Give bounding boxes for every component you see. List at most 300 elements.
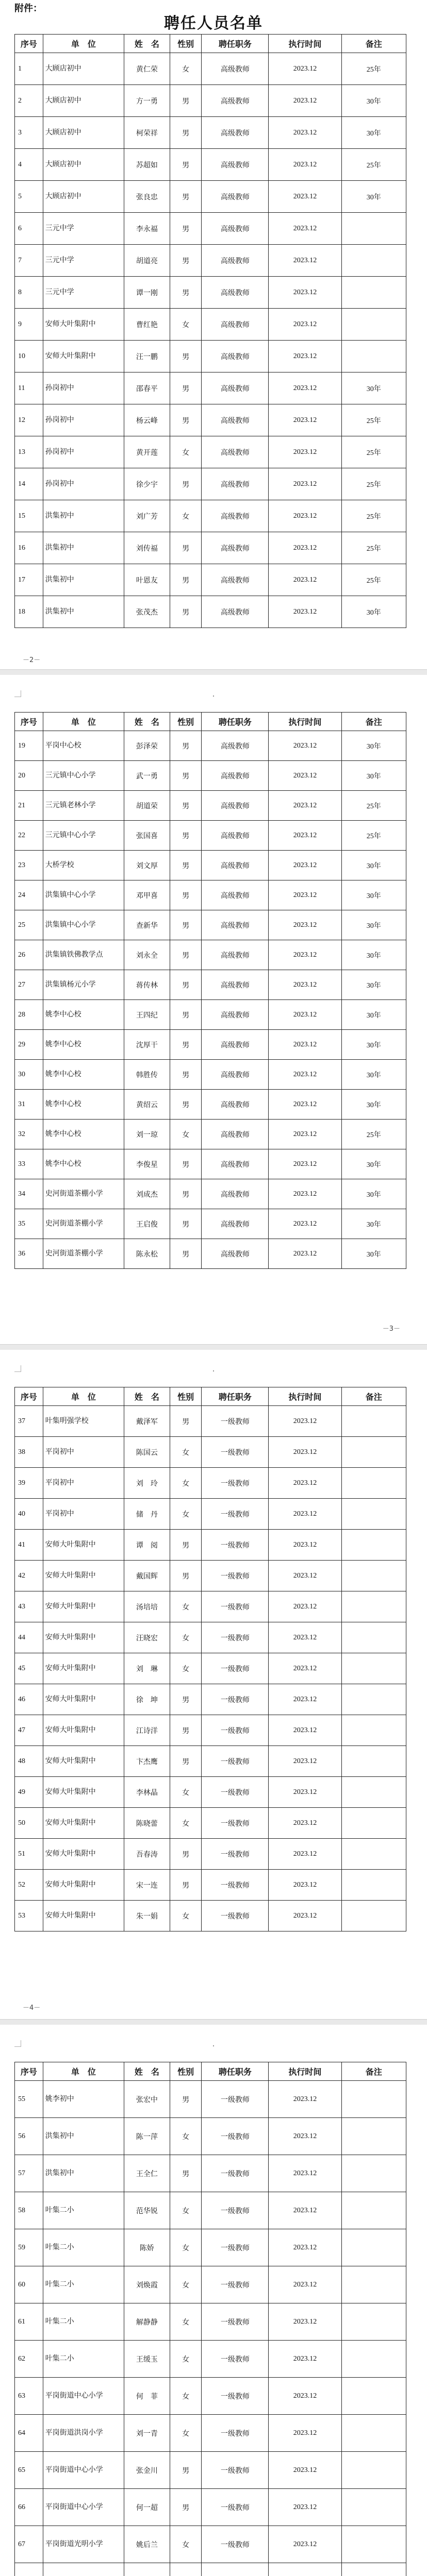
cell-name: 刘传福	[124, 532, 170, 564]
cell-sex: 男	[170, 404, 202, 436]
cell-note: 30年	[341, 85, 406, 117]
cell-name: 陈永松	[124, 1239, 170, 1269]
cell-date: 2023.12	[269, 2378, 341, 2415]
cell-sex: 男	[170, 910, 202, 940]
cell-name: 刘永全	[124, 940, 170, 970]
table-row	[15, 309, 406, 341]
table-row	[15, 149, 406, 181]
cell-sex: 女	[170, 2229, 202, 2266]
cell-note	[341, 1653, 406, 1684]
cell-no: 61	[15, 2303, 43, 2341]
cell-date: 2023.12	[269, 1839, 341, 1870]
cell-title: 高级教师	[202, 596, 269, 628]
cell-note	[341, 2526, 406, 2563]
cell-sex: 男	[170, 1149, 202, 1179]
cell-sex: 女	[170, 1591, 202, 1622]
header-note: 备注	[341, 35, 406, 53]
cell-title: 高级教师	[202, 85, 269, 117]
cell-unit: 安师大叶集附中	[43, 1684, 124, 1715]
cell-note: 25年	[341, 404, 406, 436]
cell-no: 32	[15, 1120, 43, 1149]
cell-unit: 大顾店初中	[43, 53, 124, 85]
cell-name: 戴泽军	[124, 1406, 170, 1437]
cell-name: 李永福	[124, 213, 170, 245]
cell-note: 25年	[341, 149, 406, 181]
cell-sex: 男	[170, 761, 202, 791]
cell-sex: 女	[170, 1468, 202, 1499]
cell-date: 2023.12	[269, 761, 341, 791]
cell-note: 30年	[341, 372, 406, 404]
cell-name: 陈晓蕾	[124, 1808, 170, 1839]
cell-unit: 叶集二小	[43, 2229, 124, 2266]
cell-unit: 平岗初中	[43, 1468, 124, 1499]
table-row	[15, 970, 406, 1000]
cell-note	[341, 2489, 406, 2526]
cell-unit: 叶集明强学校	[43, 1406, 124, 1437]
header-date: 执行时间	[269, 1387, 341, 1406]
cell-title: 高级教师	[202, 880, 269, 910]
cell-unit: 姚李初中	[43, 2081, 124, 2118]
table-row	[15, 564, 406, 596]
cell-unit: 平岗初中	[43, 1437, 124, 1468]
cell-name: 王缓玉	[124, 2341, 170, 2378]
cell-no: 26	[15, 940, 43, 970]
roster-table	[14, 2062, 406, 2576]
cell-note: 25年	[341, 1120, 406, 1149]
cell-title: 一级教师	[202, 1530, 269, 1561]
cell-name: 刘一琼	[124, 1120, 170, 1149]
cell-no: 64	[15, 2415, 43, 2452]
cell-date: 2023.12	[269, 2341, 341, 2378]
cell-name: 陈一萍	[124, 2118, 170, 2155]
cell-title: 高级教师	[202, 564, 269, 596]
cell-name: 胡道荣	[124, 791, 170, 821]
cell-date: 2023.12	[269, 213, 341, 245]
cell-sex: 男	[170, 940, 202, 970]
cell-sex: 男	[170, 1090, 202, 1120]
cell-no: 38	[15, 1437, 43, 1468]
table-row	[15, 1239, 406, 1269]
cell-date: 2023.12	[269, 1000, 341, 1030]
table-row	[15, 1901, 406, 1931]
cell-note	[341, 2415, 406, 2452]
cell-no: 48	[15, 1746, 43, 1777]
cell-date: 2023.12	[269, 1090, 341, 1120]
cell-no: 22	[15, 821, 43, 851]
cell-name: 陈娇	[124, 2229, 170, 2266]
cell-name: 张茂杰	[124, 596, 170, 628]
cell-date: 2023.12	[269, 2118, 341, 2155]
table-row	[15, 341, 406, 372]
cell-title: 一级教师	[202, 2155, 269, 2192]
cell-no: 55	[15, 2081, 43, 2118]
cell-note	[341, 1437, 406, 1468]
cell-name: 吾春涛	[124, 1839, 170, 1870]
cell-no: 51	[15, 1839, 43, 1870]
cell-name: 何一超	[124, 2489, 170, 2526]
cell-note	[341, 1684, 406, 1715]
cell-note: 30年	[341, 1000, 406, 1030]
cell-no: 41	[15, 1530, 43, 1561]
cell-note: 30年	[341, 1239, 406, 1269]
table-row	[15, 2155, 406, 2192]
cell-name: 刘 玲	[124, 1468, 170, 1499]
cell-date: 2023.12	[269, 1406, 341, 1437]
table-row	[15, 880, 406, 910]
cell-unit: 安师大叶集附中	[43, 1870, 124, 1901]
cell-name: 解静静	[124, 2303, 170, 2341]
cell-no: 6	[15, 213, 43, 245]
cell-sex: 女	[170, 436, 202, 468]
table-row	[15, 1406, 406, 1437]
cell-unit: 三元中学	[43, 213, 124, 245]
header-date: 执行时间	[269, 713, 341, 731]
cell-unit: 平岗中心校	[43, 731, 124, 761]
cell-date: 2023.12	[269, 53, 341, 85]
table-header-row	[15, 1387, 406, 1406]
cell-unit: 姚李中心校	[43, 1030, 124, 1060]
cell-no: 50	[15, 1808, 43, 1839]
header-no: 序号	[15, 1387, 43, 1406]
cell-title: 一级教师	[202, 1901, 269, 1931]
table-row	[15, 1179, 406, 1209]
cell-date: 2023.12	[269, 1653, 341, 1684]
cell-note	[341, 1468, 406, 1499]
cell-no: 10	[15, 341, 43, 372]
cell-no: 44	[15, 1622, 43, 1653]
cell-sex: 男	[170, 731, 202, 761]
cell-title: 一级教师	[202, 1468, 269, 1499]
cell-note	[341, 1530, 406, 1561]
cell-sex: 男	[170, 1746, 202, 1777]
cell-no: 21	[15, 791, 43, 821]
header-title: 聘任职务	[202, 35, 269, 53]
cell-unit: 洪集镇中心小学	[43, 880, 124, 910]
cell-title: 高级教师	[202, 910, 269, 940]
table-row	[15, 596, 406, 628]
header-date: 执行时间	[269, 2062, 341, 2081]
cell-unit: 三元中学	[43, 245, 124, 277]
table-row	[15, 761, 406, 791]
cell-title: 高级教师	[202, 851, 269, 880]
cell-name: 范华锐	[124, 2192, 170, 2229]
cell-title: 一级教师	[202, 1715, 269, 1746]
cell-note: 30年	[341, 1149, 406, 1179]
cell-sex: 男	[170, 1406, 202, 1437]
cell-sex: 男	[170, 880, 202, 910]
header-unit: 单 位	[43, 2062, 124, 2081]
cell-title: 高级教师	[202, 436, 269, 468]
table-row	[15, 532, 406, 564]
cell-no: 47	[15, 1715, 43, 1746]
cell-unit: 三元中学	[43, 277, 124, 309]
cell-unit: 洪集初中	[43, 532, 124, 564]
cell-no: 12	[15, 404, 43, 436]
cell-title: 高级教师	[202, 53, 269, 85]
table-row	[15, 500, 406, 532]
cell-note	[341, 2266, 406, 2303]
cell-name: 谭一刚	[124, 277, 170, 309]
cell-date: 2023.12	[269, 2266, 341, 2303]
cell-name: 查新华	[124, 910, 170, 940]
cell-name: 汤培培	[124, 1591, 170, 1622]
cell-no: 63	[15, 2378, 43, 2415]
table-row	[15, 468, 406, 500]
cell-sex: 女	[170, 1901, 202, 1931]
cell-note	[341, 2563, 406, 2576]
cell-no: 65	[15, 2452, 43, 2489]
cell-unit: 大顾店初中	[43, 117, 124, 149]
cell-note: 30年	[341, 1060, 406, 1090]
cell-name: 彭泽荣	[124, 731, 170, 761]
cell-sex: 男	[170, 596, 202, 628]
table-header-row	[15, 2062, 406, 2081]
table-row	[15, 404, 406, 436]
cell-unit: 平岗初中	[43, 1499, 124, 1530]
cell-title: 一级教师	[202, 2341, 269, 2378]
cell-no: 49	[15, 1777, 43, 1808]
cell-sex: 女	[170, 2192, 202, 2229]
cell-sex: 女	[170, 1808, 202, 1839]
cell-name: 刘成杰	[124, 1179, 170, 1209]
cell-note	[341, 2118, 406, 2155]
cell-unit: 安师大叶集附中	[43, 341, 124, 372]
cell-date: 2023.12	[269, 970, 341, 1000]
cell-unit: 安师大叶集附中	[43, 1530, 124, 1561]
cell-sex: 男	[170, 851, 202, 880]
cell-date: 2023.12	[269, 1870, 341, 1901]
cell-note: 30年	[341, 940, 406, 970]
cell-name: 汪晓宏	[124, 1622, 170, 1653]
table-row	[15, 1209, 406, 1239]
cell-date: 2023.12	[269, 1149, 341, 1179]
page-corner-mark	[14, 2040, 21, 2047]
page-center-mark	[213, 696, 214, 697]
table-row	[15, 1684, 406, 1715]
cell-title: 高级教师	[202, 500, 269, 532]
table-row	[15, 1839, 406, 1870]
table-row	[15, 277, 406, 309]
cell-sex: 男	[170, 1209, 202, 1239]
cell-title: 一级教师	[202, 1870, 269, 1901]
cell-unit: 安师大叶集附中	[43, 1561, 124, 1591]
cell-date: 2023.12	[269, 731, 341, 761]
cell-note	[341, 1591, 406, 1622]
table-row	[15, 821, 406, 851]
cell-sex: 女	[170, 2118, 202, 2155]
cell-note: 30年	[341, 596, 406, 628]
cell-date: 2023.12	[269, 1179, 341, 1209]
cell-no: 39	[15, 1468, 43, 1499]
cell-unit: 安师大叶集附中	[43, 1746, 124, 1777]
cell-date: 2023.12	[269, 1120, 341, 1149]
cell-date: 2023.12	[269, 940, 341, 970]
cell-title: 高级教师	[202, 341, 269, 372]
cell-date: 2023.12	[269, 1468, 341, 1499]
cell-note: 25年	[341, 791, 406, 821]
cell-title: 高级教师	[202, 532, 269, 564]
cell-date: 2023.12	[269, 181, 341, 213]
cell-date: 2023.12	[269, 1808, 341, 1839]
cell-sex: 男	[170, 341, 202, 372]
cell-sex: 女	[170, 1653, 202, 1684]
table-header-row	[15, 35, 406, 53]
cell-note	[341, 1622, 406, 1653]
cell-sex: 男	[170, 791, 202, 821]
cell-no: 2	[15, 85, 43, 117]
cell-sex: 女	[170, 1499, 202, 1530]
table-row	[15, 2563, 406, 2576]
cell-name: 宋一连	[124, 1870, 170, 1901]
cell-sex: 男	[170, 1239, 202, 1269]
cell-date: 2023.12	[269, 309, 341, 341]
cell-date: 2023.12	[269, 880, 341, 910]
cell-name: 苏超如	[124, 149, 170, 181]
table-row	[15, 2415, 406, 2452]
cell-no: 1	[15, 53, 43, 85]
cell-name: 何 菲	[124, 2378, 170, 2415]
cell-date: 2023.12	[269, 2155, 341, 2192]
cell-date: 2023.12	[269, 245, 341, 277]
cell-date: 2023.12	[269, 1239, 341, 1269]
table-row	[15, 181, 406, 213]
cell-sex: 女	[170, 1120, 202, 1149]
table-row	[15, 85, 406, 117]
table-row	[15, 1030, 406, 1060]
cell-note	[341, 1746, 406, 1777]
cell-note: 30年	[341, 970, 406, 1000]
cell-title: 高级教师	[202, 761, 269, 791]
table-body	[15, 53, 406, 628]
cell-name: 王四纪	[124, 1000, 170, 1030]
cell-date: 2023.12	[269, 821, 341, 851]
cell-date: 2023.12	[269, 1499, 341, 1530]
roster-table	[14, 712, 406, 1269]
cell-name: 刘焕霞	[124, 2266, 170, 2303]
cell-title: 一级教师	[202, 2081, 269, 2118]
cell-note	[341, 1499, 406, 1530]
cell-name: 张国喜	[124, 821, 170, 851]
cell-title: 一级教师	[202, 1808, 269, 1839]
cell-unit: 洪集镇中心小学	[43, 910, 124, 940]
table-body	[15, 731, 406, 1269]
cell-unit: 安师大叶集附中	[43, 1777, 124, 1808]
cell-no: 57	[15, 2155, 43, 2192]
table-row	[15, 1653, 406, 1684]
cell-title: 高级教师	[202, 149, 269, 181]
cell-title: 高级教师	[202, 1120, 269, 1149]
document-title: 聘任人员名单	[164, 14, 263, 32]
cell-unit: 孙岗初中	[43, 404, 124, 436]
cell-note	[341, 1808, 406, 1839]
cell-name: 蒋传林	[124, 970, 170, 1000]
cell-unit: 洪集镇铁佛教学点	[43, 940, 124, 970]
cell-name: 江诗洋	[124, 1715, 170, 1746]
cell-sex: 女	[170, 500, 202, 532]
header-sex: 性别	[170, 1387, 202, 1406]
header-sex: 性别	[170, 2062, 202, 2081]
page-number: －4－	[23, 2004, 41, 2012]
cell-no: 11	[15, 372, 43, 404]
cell-title: 一级教师	[202, 2192, 269, 2229]
cell-name: 方一勇	[124, 85, 170, 117]
cell-name: 李俊星	[124, 1149, 170, 1179]
cell-name: 叶恩友	[124, 564, 170, 596]
cell-title: 一级教师	[202, 1777, 269, 1808]
page-center-mark	[213, 1370, 214, 1371]
cell-unit: 姚李中心校	[43, 1000, 124, 1030]
table-row	[15, 1530, 406, 1561]
cell-date: 2023.12	[269, 85, 341, 117]
table-row	[15, 2081, 406, 2118]
cell-no: 37	[15, 1406, 43, 1437]
cell-note: 30年	[341, 761, 406, 791]
cell-no: 58	[15, 2192, 43, 2229]
cell-sex: 男	[170, 2452, 202, 2489]
cell-name: 储 丹	[124, 1499, 170, 1530]
cell-name: 武一勇	[124, 761, 170, 791]
cell-title: 高级教师	[202, 940, 269, 970]
cell-title: 高级教师	[202, 181, 269, 213]
cell-unit: 洪集镇杨元小学	[43, 970, 124, 1000]
cell-title: 一级教师	[202, 2118, 269, 2155]
roster-table	[14, 34, 406, 628]
cell-date: 2023.12	[269, 1591, 341, 1622]
cell-name: 姚后兰	[124, 2526, 170, 2563]
page-number: －3－	[382, 1325, 400, 1333]
cell-title: 一级教师	[202, 1746, 269, 1777]
cell-sex: 男	[170, 1530, 202, 1561]
cell-sex: 男	[170, 970, 202, 1000]
cell-title: 一级教师	[202, 1653, 269, 1684]
table-row	[15, 1437, 406, 1468]
page-4	[0, 2025, 427, 2576]
cell-no: 25	[15, 910, 43, 940]
cell-name: 刘 琳	[124, 1653, 170, 1684]
cell-title: 高级教师	[202, 213, 269, 245]
cell-note: 30年	[341, 910, 406, 940]
cell-sex: 女	[170, 2303, 202, 2341]
table-row	[15, 851, 406, 880]
cell-unit: 安师大叶集附中	[43, 1808, 124, 1839]
cell-title: 高级教师	[202, 1090, 269, 1120]
cell-note: 30年	[341, 851, 406, 880]
cell-note: 30年	[341, 117, 406, 149]
cell-unit: 安师大叶集附中	[43, 1622, 124, 1653]
cell-title: 高级教师	[202, 1000, 269, 1030]
cell-sex: 男	[170, 564, 202, 596]
cell-no: 27	[15, 970, 43, 1000]
cell-date: 2023.12	[269, 2452, 341, 2489]
cell-unit: 大顾店初中	[43, 85, 124, 117]
cell-title: 高级教师	[202, 731, 269, 761]
header-sex: 性别	[170, 713, 202, 731]
cell-no: 60	[15, 2266, 43, 2303]
cell-title: 高级教师	[202, 1239, 269, 1269]
cell-sex: 男	[170, 821, 202, 851]
cell-no: 56	[15, 2118, 43, 2155]
cell-unit: 大顾店初中	[43, 149, 124, 181]
cell-note	[341, 277, 406, 309]
cell-unit: 安师大叶集附中	[43, 309, 124, 341]
cell-unit: 平岗街道中心小学	[43, 2378, 124, 2415]
cell-title: 一级教师	[202, 1622, 269, 1653]
cell-sex: 男	[170, 117, 202, 149]
cell-unit: 洪集初中	[43, 2155, 124, 2192]
cell-unit: 洪集初中	[43, 500, 124, 532]
table-row	[15, 1715, 406, 1746]
table-row	[15, 2378, 406, 2415]
